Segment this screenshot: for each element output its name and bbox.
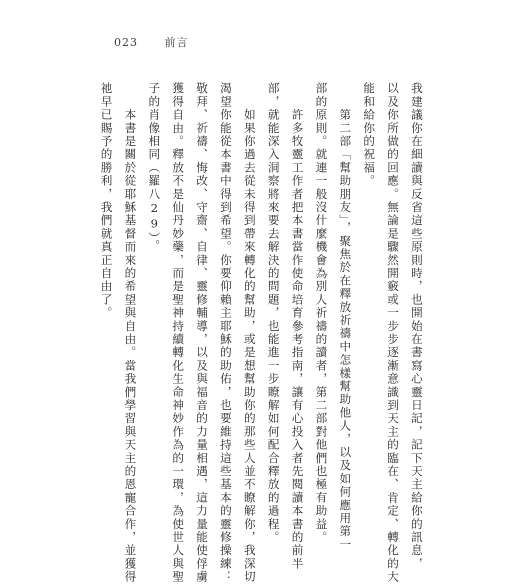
vertical-text-body (99, 82, 424, 584)
text-column-12: 子的肖像相同（羅八29）。 (147, 82, 162, 253)
text-column-14: 祂早已賜予的勝利，我們就真正自由了。 (99, 82, 114, 320)
text-column-6: 許多牧靈工作者把本書當作使命培育參考指南，讓有心投入者先閱讀本書的前半 (290, 82, 305, 571)
page-number: 023 (114, 36, 138, 49)
text-column-5: 部的原則。就連一般沒什麼機會為別人祈禱的讀者，第二部對他們也極有助益。 (314, 82, 329, 544)
text-column-13: 本書是關於從耶穌基督而來的希望與自由。當我們學習與天主的恩寵合作，並獲得 (123, 82, 138, 584)
text-column-2: 以及你所做的回應。無論是驟然開竅或一步步逐漸意識到天主的臨在、肯定、轉化的大 (386, 82, 401, 584)
text-column-9: 渴望你能從本書中得到希望。你要仰賴主耶穌的助佑，也要維持這些基本的靈修操練： (218, 82, 233, 584)
text-column-10: 敬拜、祈禱、悔改、守齋、自律、靈修輔導，以及與福音的力量相遇，這力量能使俘虜 (195, 82, 210, 584)
text-column-7: 部，就能深入洞察將來要去解決的問題，也能進一步瞭解如何配合釋放的過程。 (266, 82, 281, 544)
text-column-11: 獲得自由。釋放不是仙丹妙藥，而是聖神持續轉化生命神妙作為的一環，為使世人與聖 (171, 82, 186, 584)
text-column-1: 我建議你在細讀與反省這些原則時，也開始在書寫心靈日記，記下天主給你的訊息， (409, 82, 424, 571)
text-column-4: 第二部「幫助朋友」，聚焦於在釋放祈禱中怎樣幫助他人，以及如何應用第一 (338, 82, 353, 552)
text-column-8: 如果你過去從未得到帶來轉化的幫助，或是想幫助你的那些人並不瞭解你，我深切 (242, 82, 257, 584)
text-column-3: 能和給你的祝福。 (362, 82, 377, 188)
section-title: 前言 (164, 36, 189, 49)
page-header (114, 34, 189, 50)
